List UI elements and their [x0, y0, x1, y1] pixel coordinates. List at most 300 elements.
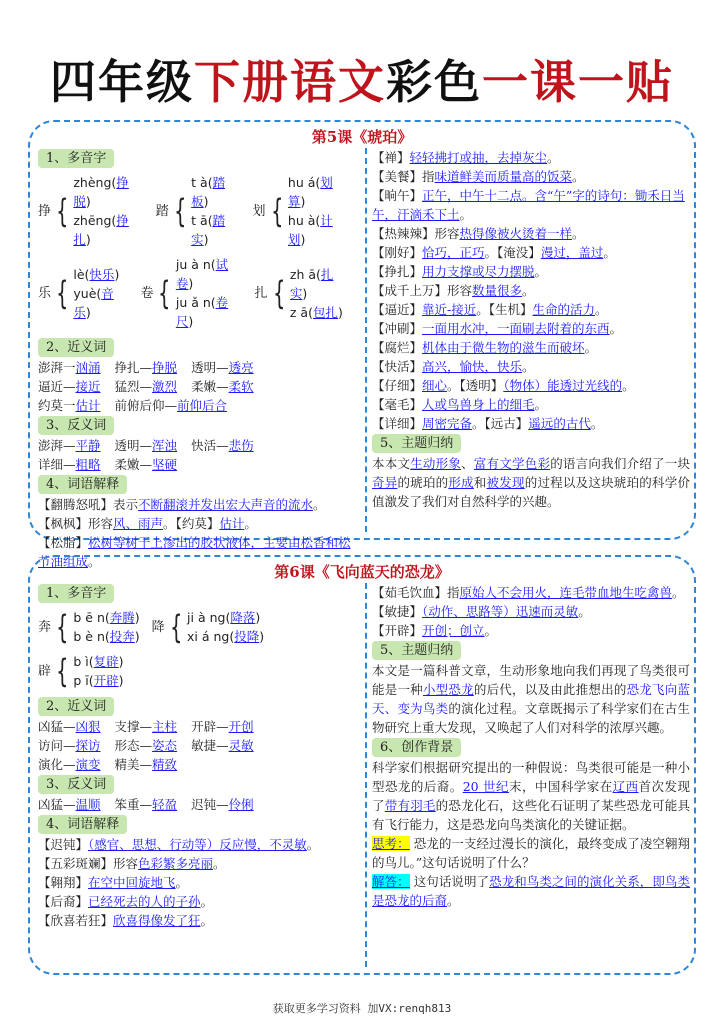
paren: ) [300, 194, 306, 209]
word-pair [115, 360, 178, 375]
antonym-list [38, 795, 360, 814]
pinyin: zhèng( [73, 175, 117, 190]
polyphone-item [38, 173, 144, 249]
polyphone-options [73, 608, 139, 646]
definition[interactable]: 已经死去的人的子孙 [88, 894, 201, 909]
connector: 形容 [434, 226, 460, 241]
pinyin-option [73, 265, 128, 284]
pair-word[interactable]: 估计 [75, 398, 101, 413]
answer-pre: 这句话说明了 [409, 874, 490, 889]
answer-label: 解答： [372, 874, 410, 889]
word-pair [191, 379, 254, 394]
term: 【迟钝】 [38, 837, 89, 852]
highlighted-phrase[interactable]: 20 世纪 [462, 779, 509, 794]
definition[interactable]: 原始人不会用火，连毛带血地生吃禽兽 [459, 585, 673, 600]
punct: 。 [313, 497, 326, 512]
definition[interactable]: 靠近-接近 [422, 302, 477, 317]
definition[interactable]: 轻轻拂打或抽，去掉灰尘 [409, 150, 548, 165]
text: 的语言向我们介绍了一块 [550, 456, 690, 471]
definition[interactable]: 味道鲜美而质量高的饭菜 [434, 169, 573, 184]
brace-icon: { [56, 192, 69, 230]
polyphone-options [191, 173, 240, 249]
definition[interactable]: 不断翻滚并发出宏大声音的流水 [138, 497, 314, 512]
explanation-item [372, 414, 690, 433]
punct: 。 [578, 604, 591, 619]
pair-word[interactable]: 探访 [75, 738, 101, 753]
explanation-item [372, 243, 690, 262]
definition[interactable]: 漫过，盖过 [540, 245, 604, 260]
explanation-item [372, 583, 690, 602]
highlighted-phrase[interactable]: 富有文学色彩 [473, 456, 551, 471]
pair-word[interactable]: 透亮 [228, 360, 254, 375]
punct: 。 [213, 856, 226, 871]
definition[interactable]: 欣喜得像发了狂 [113, 913, 201, 928]
polyphone-char: 乐 [38, 285, 52, 301]
pinyin-option [187, 627, 264, 646]
explanation-item [372, 262, 690, 281]
think-question [372, 834, 690, 872]
pair-word[interactable]: 汹涌 [75, 360, 101, 375]
polyphone-row [38, 255, 360, 331]
section-theme: 5、主题归纳 [372, 434, 461, 453]
explanation-list [38, 835, 360, 930]
word-pair [38, 719, 101, 734]
lesson-5-card [28, 120, 696, 569]
explanation-item [372, 186, 690, 224]
pair-word[interactable]: 激烈 [152, 379, 178, 394]
punct: 。 [672, 585, 685, 600]
explanation-item [372, 281, 690, 300]
word-pair-row [38, 377, 360, 396]
word: 快活— [191, 438, 229, 453]
word-pair [115, 757, 178, 772]
pinyin: b è n( [73, 629, 110, 644]
answer-end: 。 [447, 893, 460, 908]
text: 本本文 [372, 456, 411, 471]
term: 【热辣辣】 [372, 226, 435, 241]
pinyin-option [187, 608, 264, 627]
pinyin: zhēng( [73, 213, 117, 228]
definition[interactable]: 风、雨声 [113, 516, 164, 531]
pinyin-option [191, 173, 240, 211]
paren: ) [300, 232, 306, 247]
term: 【开辟】 [372, 623, 423, 638]
pair-word[interactable]: 坚硬 [152, 457, 178, 472]
example-word[interactable]: 挣扎 [73, 213, 129, 247]
answer [372, 872, 690, 910]
brace-icon: { [158, 274, 171, 312]
explanation-item [372, 167, 690, 186]
pair-word[interactable]: 演变 [75, 757, 101, 772]
brace-icon: { [272, 274, 285, 312]
highlighted-phrase[interactable]: 奇异 [372, 475, 398, 490]
antonym-list [38, 436, 360, 474]
explanation-item [372, 376, 690, 395]
pinyin-option [288, 173, 348, 211]
pair-word[interactable]: 平静 [75, 438, 101, 453]
title-part-grade: 四年级 [50, 55, 194, 109]
punct: 。 [476, 302, 489, 317]
example-word[interactable]: 划算 [287, 175, 333, 209]
example-word[interactable]: 挣脱 [73, 175, 129, 209]
pinyin-option [290, 303, 348, 322]
connector: 形容 [113, 856, 139, 871]
pair-word[interactable]: 接近 [75, 379, 101, 394]
punct: 。 [522, 283, 535, 298]
explanation-list [372, 148, 690, 433]
punct: 。 [175, 875, 189, 890]
definition[interactable]: 松树等树干上渗出的胶状液体，主要由松香和松节油组成 [38, 535, 351, 569]
definition[interactable]: 热得像被火烫着一样 [459, 226, 573, 241]
punct: 。 [609, 321, 623, 336]
polyphone-char: 挣 [38, 203, 52, 219]
definition[interactable]: （物体）能透过光线的 [503, 378, 623, 393]
brace-icon: { [56, 274, 69, 312]
polyphone-row [38, 652, 360, 690]
think-text: 恐龙的一支经过漫长的演化，最终变成了凌空翱翔的鸟儿。”这句话说明了什么？ [372, 836, 690, 870]
punct: 。 [484, 623, 498, 638]
paren: ) [255, 610, 261, 625]
paren: ) [85, 232, 91, 247]
punct: 。 [163, 516, 176, 531]
word-pair-row [38, 396, 360, 415]
text: 的琥珀的 [397, 475, 449, 490]
term: 【冲刷】 [372, 321, 423, 336]
answer-link[interactable]: 恐龙和鸟类之间的演化关系，即鸟类是恐龙的后裔 [372, 874, 690, 908]
polyphone-item [152, 608, 265, 646]
term: 【成千上万】 [372, 283, 448, 298]
explanation-item [372, 224, 690, 243]
example-word[interactable]: 降落 [230, 610, 256, 625]
pair-word[interactable]: 灵敏 [228, 738, 254, 753]
explanation-item [372, 621, 690, 640]
polyphone-item [38, 265, 128, 322]
word-pair-row [38, 358, 360, 377]
section-background: 6、创作背景 [372, 738, 461, 757]
highlighted-phrase[interactable]: 生动形象 [410, 456, 462, 471]
polyphone-options [73, 173, 143, 249]
term: 【美餐】 [372, 169, 423, 184]
word-pair [191, 360, 254, 375]
explanation-item [372, 395, 690, 414]
definition[interactable]: 色彩繁多亮丽 [138, 856, 214, 871]
word: 澎湃一 [38, 360, 76, 375]
explanation-item [372, 300, 690, 319]
pair-word[interactable]: 姿态 [152, 738, 178, 753]
punct: 。 [590, 416, 604, 431]
punct: 。 [88, 554, 101, 569]
example-word[interactable]: 奔腾 [109, 610, 135, 625]
section-explanations: 4、词语解释 [38, 475, 127, 494]
definition[interactable]: 在空中回旋地飞 [88, 875, 176, 890]
punct: 。 [572, 226, 585, 241]
theme-summary [372, 454, 690, 511]
text: 的过程以及这块琥珀的科学价值激发了我们对自然科学的兴趣。 [372, 475, 690, 509]
pair-word[interactable]: 温顺 [75, 797, 101, 812]
term: 【刚好】 [372, 245, 423, 260]
punct: 。 [244, 516, 257, 531]
word-pair [115, 438, 178, 453]
polyphone-item [38, 652, 124, 690]
definition[interactable]: 机体由于微生物的滋生而破坏 [422, 340, 585, 355]
word-pair [191, 438, 254, 453]
text: 的演化过程。文章既揭示了科学家们在古生物研究上重大发现，又唤起了人们对科学的浓厚兴趣。 [372, 701, 690, 735]
term: 【仔细】 [372, 378, 423, 393]
synonym-list [38, 717, 360, 774]
brace-icon: { [270, 192, 283, 230]
example-word[interactable]: 开辟 [93, 673, 119, 688]
word-pair-row [38, 795, 360, 814]
lesson-5-right-column [372, 148, 690, 511]
polyphone-char: 卷 [140, 285, 154, 301]
word: 逼近— [38, 379, 76, 394]
explanation-item [372, 148, 690, 167]
pinyin: hu à( [287, 213, 321, 228]
pair-word[interactable]: 浑浊 [152, 438, 178, 453]
word-pair [38, 757, 101, 772]
example-word[interactable]: 计划 [287, 213, 333, 247]
pinyin: t ā( [191, 213, 213, 228]
pinyin: xi á ng( [187, 629, 235, 644]
definition[interactable]: 估计 [219, 516, 245, 531]
word: 澎湃— [38, 438, 76, 453]
word: 前俯后仰— [114, 398, 178, 413]
paren: ) [85, 194, 91, 209]
punct: 。 [522, 359, 535, 374]
section-polyphones: 1、多音字 [38, 584, 114, 603]
pinyin: z ā( [289, 304, 313, 320]
definition[interactable]: 人或鸟兽身上的细毛 [422, 397, 535, 412]
pinyin-option [73, 211, 143, 249]
example-word[interactable]: 投降 [234, 629, 260, 644]
highlighted-phrase[interactable]: 小型恐龙 [422, 682, 474, 697]
word: 访问— [38, 738, 76, 753]
explanation-item [38, 873, 360, 892]
page-title [0, 52, 724, 112]
punct: 。 [534, 397, 548, 412]
paren: ) [203, 232, 209, 247]
definition[interactable]: 遥远的古代 [528, 416, 591, 431]
word-pair [38, 457, 101, 472]
punct: 。 [472, 416, 485, 431]
definition[interactable]: 细心 [422, 378, 448, 393]
pinyin: zh ā( [289, 266, 321, 282]
footer-note: 获取更多学习资料 加VX:renqh813 [272, 1002, 452, 1015]
definition[interactable]: 恰巧，正巧 [422, 245, 485, 260]
definition[interactable]: 生命的活力 [532, 302, 596, 317]
explanation-item [38, 892, 360, 911]
pinyin-option [73, 652, 123, 671]
pair-word[interactable]: 主柱 [152, 719, 178, 734]
word: 迟钝— [191, 797, 229, 812]
pinyin: b ì( [73, 654, 94, 669]
pair-word[interactable]: 挣脱 [152, 360, 178, 375]
punct: 。 [547, 150, 560, 165]
polyphone-char: 扎 [254, 285, 268, 301]
paren: ) [302, 285, 308, 301]
punct: 。 [306, 837, 320, 852]
polyphone-options [176, 255, 243, 331]
term: 【腐烂】 [372, 340, 423, 355]
definition[interactable]: 周密完备 [422, 416, 473, 431]
pair-word[interactable]: 前仰后合 [177, 398, 228, 413]
section-antonyms: 3、反义词 [38, 775, 114, 794]
pinyin-option [73, 671, 123, 690]
text: 末，中国科学家在 [508, 779, 613, 794]
paren: ) [134, 610, 140, 625]
polyphone-row [38, 173, 360, 249]
pinyin-option [191, 211, 240, 249]
example-word[interactable]: 快乐 [89, 266, 115, 282]
definition[interactable]: 正午，中午十二点。含“午”字的诗句：锄禾日当午，汗滴禾下土 [372, 188, 685, 222]
synonym-list [38, 358, 360, 415]
text: 、 [461, 456, 474, 471]
text: 首次发现了 [372, 779, 690, 813]
pinyin: hu á( [287, 175, 321, 190]
paren: ) [118, 673, 124, 688]
example-word[interactable]: 音乐 [73, 285, 114, 320]
explanation-item [372, 357, 690, 376]
section-synonyms: 2、近义词 [38, 338, 114, 357]
word-pair [115, 398, 228, 413]
word-pair-row [38, 455, 360, 474]
word: 详细— [38, 457, 76, 472]
brace-icon: { [56, 608, 69, 646]
polyphone-options [187, 608, 264, 646]
word: 挣扎— [114, 360, 153, 375]
connector: 表示 [113, 497, 139, 512]
explanation-item [38, 835, 360, 854]
definition[interactable]: 一面用水冲，一面刷去附着的东西 [422, 321, 610, 336]
highlighted-phrase[interactable]: 被发现 [486, 475, 525, 490]
pinyin: ji à ng( [187, 610, 231, 625]
word-pair [191, 797, 254, 812]
section-antonyms: 3、反义词 [38, 416, 114, 435]
definition[interactable]: 开创；创立 [422, 623, 485, 638]
pair-word[interactable]: 轻盈 [152, 797, 178, 812]
word-pair-row [38, 736, 360, 755]
explanation-item [38, 911, 360, 930]
brace-icon: { [56, 652, 69, 690]
pair-word[interactable]: 凶狠 [75, 719, 101, 734]
word-pair-row [38, 436, 360, 455]
explanation-item [38, 514, 360, 533]
term: 【茹毛饮血】 [372, 585, 448, 600]
pinyin-option [290, 265, 348, 303]
section-synonyms: 2、近义词 [38, 697, 114, 716]
column-divider [365, 583, 367, 967]
word: 支撑— [114, 719, 153, 734]
example-word[interactable]: 投奔 [109, 629, 135, 644]
pair-word[interactable]: 伶俐 [228, 797, 254, 812]
definition[interactable]: 高兴，愉快，快乐 [422, 359, 523, 374]
paren: ) [259, 629, 265, 644]
lesson-5-title: 第5课《琥珀》 [311, 128, 413, 146]
example-word[interactable]: 包扎 [312, 304, 338, 320]
polyphone-item [156, 173, 241, 249]
pinyin-option [73, 627, 139, 646]
term: 【生机】 [488, 302, 533, 317]
paren: ) [188, 276, 194, 291]
polyphone-options [73, 652, 123, 690]
polyphone-row [38, 608, 360, 646]
pinyin-option [73, 284, 128, 322]
word: 演化— [38, 757, 76, 772]
polyphone-item [38, 608, 140, 646]
section-polyphones: 1、多音字 [38, 149, 114, 168]
word: 柔嫩— [191, 379, 229, 394]
pinyin: ju à n( [175, 257, 216, 272]
punct: 。 [459, 207, 473, 222]
background-text [372, 758, 690, 834]
highlighted-phrase[interactable]: 形成 [448, 475, 474, 490]
highlighted-phrase[interactable]: 辽西 [612, 779, 639, 794]
definition[interactable]: （动作、思路等）迅速而灵敏 [422, 604, 579, 619]
polyphone-item [255, 265, 348, 322]
polyphone-list [38, 173, 360, 331]
example-word[interactable]: 复辟 [93, 654, 119, 669]
pair-word[interactable]: 精致 [152, 757, 178, 772]
paren: ) [188, 314, 194, 329]
punct: 。 [200, 894, 214, 909]
term: 【晌午】 [372, 188, 423, 203]
polyphone-options [73, 265, 128, 322]
example-word[interactable]: 踏实 [191, 213, 226, 247]
pair-word[interactable]: 悲伤 [228, 438, 254, 453]
explanation-item [38, 854, 360, 873]
example-word[interactable]: 扎实 [289, 266, 334, 301]
title-part-subject: 下册语文 [194, 55, 386, 109]
paren: ) [203, 194, 209, 209]
polyphone-char: 踏 [155, 203, 169, 219]
pinyin-option [288, 211, 348, 249]
term: 【敏捷】 [372, 604, 423, 619]
definition[interactable]: 用力支撑或尽力摆脱 [422, 264, 535, 279]
word: 凶猛— [38, 797, 76, 812]
pinyin-option [73, 173, 143, 211]
pair-word[interactable]: 开创 [228, 719, 254, 734]
pinyin: b ē n( [73, 610, 110, 625]
term: 【毫毛】 [372, 397, 423, 412]
connector: 形容 [88, 516, 114, 531]
term: 【翻腾怒吼】 [38, 497, 114, 512]
definition[interactable]: （感官、思想、行动等）反应慢，不灵敏 [88, 837, 307, 852]
word: 约莫一 [38, 398, 76, 413]
example-word[interactable]: 试卷 [175, 257, 229, 291]
explanation-item [372, 319, 690, 338]
pair-word[interactable]: 粗略 [75, 457, 101, 472]
word: 柔嫩— [114, 457, 153, 472]
word-pair [38, 797, 101, 812]
word: 精美— [114, 757, 153, 772]
section-theme: 5、主题归纳 [372, 641, 461, 660]
pinyin: yuè( [73, 285, 102, 301]
term: 【翱翔】 [38, 875, 89, 890]
punct: 。 [447, 378, 460, 393]
example-word[interactable]: 踏板 [191, 175, 226, 209]
pair-word[interactable]: 柔软 [228, 379, 254, 394]
highlighted-phrase[interactable]: 带有羽毛 [384, 798, 436, 813]
definition[interactable]: 数量很多 [472, 283, 523, 298]
punct: 。 [484, 245, 498, 260]
punct: 。 [200, 913, 214, 928]
polyphone-char: 辟 [38, 663, 52, 679]
example-word[interactable]: 卷尺 [175, 295, 229, 329]
polyphone-options [288, 173, 348, 249]
word-pair [115, 457, 178, 472]
pinyin: t à( [191, 175, 213, 190]
word-pair-row [38, 717, 360, 736]
